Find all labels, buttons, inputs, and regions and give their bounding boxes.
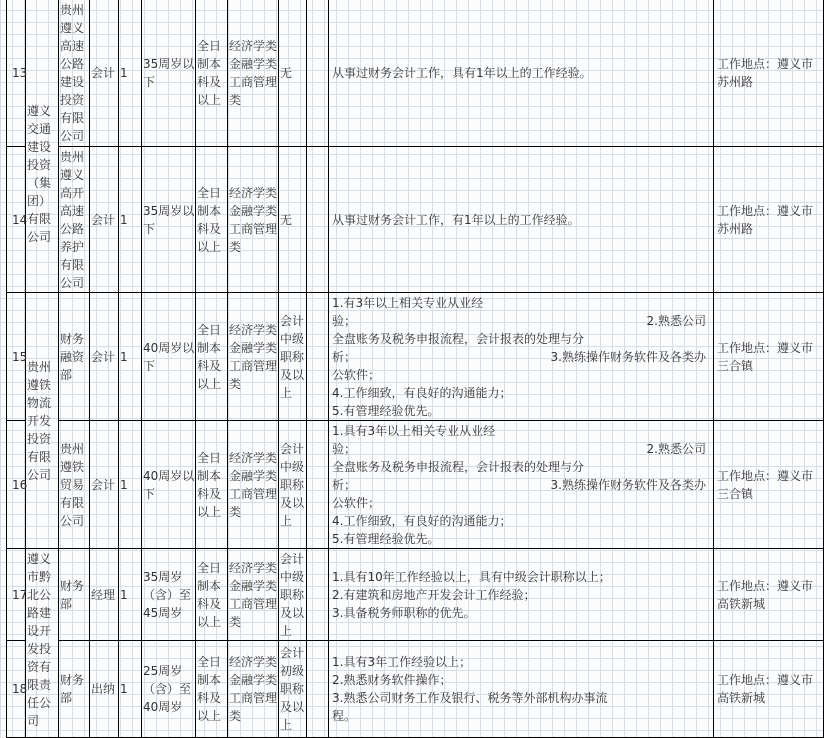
major-cell <box>228 293 279 421</box>
requirement-line <box>332 512 710 530</box>
count-text: 1 <box>120 477 128 492</box>
requirement-line <box>332 422 710 440</box>
position-cell <box>90 641 119 738</box>
edu-text: 全日制本科及以上 <box>197 39 222 107</box>
requirement-text: 公软件； <box>332 495 381 510</box>
title-text: 会计中级职称及以上 <box>280 551 305 638</box>
requirements-cell <box>329 0 714 147</box>
edu-cell <box>196 0 228 147</box>
count-text: 1 <box>120 349 128 364</box>
edu-cell <box>196 147 228 293</box>
age-text: 40周岁以下 <box>143 468 195 501</box>
requirement-text: 1.具有3年以上相关专业从业经 <box>332 423 496 438</box>
edu-cell <box>196 641 228 738</box>
location-cell <box>714 147 824 293</box>
dept-cell <box>59 549 90 641</box>
blank-cell <box>307 421 329 549</box>
location-text: 工作地点：遵义市苏州路 <box>717 203 814 236</box>
dept-text: 贵州遵铁贸易有限公司 <box>60 441 85 528</box>
row-number <box>7 421 26 549</box>
requirement-line <box>332 312 710 330</box>
location-cell <box>714 641 824 738</box>
row-number <box>7 641 26 738</box>
requirement-line <box>332 294 710 312</box>
company-cell <box>26 0 59 293</box>
dept-cell <box>59 641 90 738</box>
requirement-line <box>332 384 710 402</box>
row-number-text: 13 <box>12 66 28 80</box>
edu-text: 全日制本科及以上 <box>197 655 222 723</box>
requirement-text: 验； <box>332 441 357 456</box>
dept-cell <box>59 421 90 549</box>
dept-text: 财务融资部 <box>60 331 85 382</box>
age-text: 40周岁以下 <box>143 340 195 373</box>
age-cell <box>142 293 196 421</box>
major-cell <box>228 549 279 641</box>
location-text: 工作地点：遵义市三合镇 <box>717 468 814 501</box>
location-cell <box>714 293 824 421</box>
requirements-cell <box>329 641 714 738</box>
edu-cell <box>196 421 228 549</box>
age-cell <box>142 147 196 293</box>
location-cell <box>714 421 824 549</box>
row-number <box>7 293 26 421</box>
requirement-text: 验； <box>332 313 357 328</box>
requirement-line: 2.有建筑和房地产开发会计工作经验； <box>332 587 536 602</box>
requirement-line <box>332 458 710 476</box>
major-text: 经济学类金融学类工商管理类 <box>229 185 278 254</box>
requirement-text: 2.熟悉公司 <box>646 441 706 456</box>
age-text: 25周岁（含）至40周岁 <box>143 664 192 714</box>
location-cell <box>714 0 824 147</box>
major-cell <box>228 147 279 293</box>
dept-text: 财务部 <box>60 673 85 705</box>
row-number-text: 18 <box>12 682 28 696</box>
requirement-text: 析； <box>332 349 357 364</box>
requirement-line <box>332 494 710 512</box>
requirements-cell <box>329 421 714 549</box>
dept-cell <box>59 147 90 293</box>
company-name: 遵义交通建设投资（集团）有限公司 <box>27 104 52 244</box>
position-text: 出纳 <box>91 682 116 696</box>
title-text: 会计中级职称及以上 <box>280 313 305 400</box>
count-cell <box>119 549 142 641</box>
requirement-line: 1.具有3年工作经验以上； <box>332 655 472 669</box>
requirements-cell <box>329 147 714 293</box>
position-text: 会计 <box>91 349 116 364</box>
requirement-line: 3.熟悉公司财务工作及银行、税务等外部机构办事流 <box>332 691 608 705</box>
title-cell <box>279 0 307 147</box>
title-cell <box>279 147 307 293</box>
requirement-line: 3.具备税务师职称的优先。 <box>332 605 476 620</box>
count-cell <box>119 293 142 421</box>
requirement-line <box>332 348 710 366</box>
blank-cell <box>307 147 329 293</box>
location-text: 工作地点：遵义市高铁新城 <box>717 673 814 705</box>
requirement-text: 公软件； <box>332 367 381 382</box>
edu-cell <box>196 549 228 641</box>
count-text: 1 <box>120 587 128 602</box>
count-cell <box>119 421 142 549</box>
row-number-text: 17 <box>12 587 28 602</box>
major-text: 经济学类金融学类工商管理类 <box>229 655 278 723</box>
dept-cell <box>59 293 90 421</box>
title-cell <box>279 641 307 738</box>
age-text: 35周岁以下 <box>143 57 195 89</box>
count-text: 1 <box>120 212 128 227</box>
row-number <box>7 147 26 293</box>
edu-text: 全日制本科及以上 <box>197 185 222 254</box>
title-cell <box>279 293 307 421</box>
requirement-line: 程。 <box>332 709 357 723</box>
requirement-line: 2.熟悉财务软件操作； <box>332 673 452 687</box>
requirement-line <box>332 476 710 494</box>
count-text: 1 <box>120 66 128 80</box>
position-cell <box>90 147 119 293</box>
company-cell <box>26 549 59 738</box>
row-number <box>7 0 26 147</box>
requirement-line <box>332 530 710 548</box>
requirement-text: 2.熟悉公司 <box>646 313 706 328</box>
count-cell <box>119 0 142 147</box>
age-cell <box>142 641 196 738</box>
requirement-text: 4.工作细致，有良好的沟通能力； <box>332 513 512 528</box>
count-text: 1 <box>120 682 128 696</box>
position-cell <box>90 421 119 549</box>
position-text: 会计 <box>91 66 116 80</box>
edu-text: 全日制本科及以上 <box>197 322 222 391</box>
blank-cell <box>307 641 329 738</box>
title-cell <box>279 549 307 641</box>
dept-cell <box>59 0 90 147</box>
requirement-line: 从事过财务会计工作，具有1年以上的工作经验。 <box>332 66 592 80</box>
age-cell <box>142 0 196 147</box>
age-text: 35周岁（含）至45周岁 <box>143 569 192 620</box>
location-text: 工作地点：遵义市苏州路 <box>717 57 814 89</box>
requirement-line <box>332 330 710 348</box>
requirement-text: 全盘账务及税务申报流程，会计报表的处理与分 <box>332 459 585 474</box>
major-text: 经济学类金融学类工商管理类 <box>229 39 278 107</box>
position-text: 会计 <box>91 212 116 227</box>
title-text: 无 <box>280 66 293 80</box>
position-cell <box>90 549 119 641</box>
title-cell <box>279 421 307 549</box>
position-cell <box>90 293 119 421</box>
requirement-line <box>332 440 710 458</box>
title-text: 无 <box>280 212 293 227</box>
requirement-text: 5.有管理经验优先。 <box>332 531 440 546</box>
position-text: 经理 <box>91 587 116 602</box>
position-cell <box>90 0 119 147</box>
requirement-line: 从事过财务会计工作，有1年以上的工作经验。 <box>332 212 580 227</box>
blank-cell <box>307 549 329 641</box>
age-cell <box>142 549 196 641</box>
blank-cell <box>307 0 329 147</box>
age-text: 35周岁以下 <box>143 203 195 236</box>
location-text: 工作地点：遵义市高铁新城 <box>717 578 814 611</box>
requirement-line <box>332 402 710 420</box>
row-number-text: 14 <box>12 212 28 227</box>
requirements-cell <box>329 293 714 421</box>
count-cell <box>119 641 142 738</box>
company-name: 贵州遵铁物流开发投资有限公司 <box>27 359 52 482</box>
major-cell <box>228 0 279 147</box>
major-text: 经济学类金融学类工商管理类 <box>229 560 278 629</box>
major-text: 经济学类金融学类工商管理类 <box>229 322 278 391</box>
title-text: 会计中级职称及以上 <box>280 441 305 528</box>
edu-text: 全日制本科及以上 <box>197 450 222 519</box>
location-text: 工作地点：遵义市三合镇 <box>717 340 814 373</box>
dept-text: 财务部 <box>60 578 85 611</box>
requirement-text: 1.有3年以上相关专业从业经 <box>332 295 484 310</box>
company-name: 遵义市黔北公路建设开发投资有限责任公司 <box>27 552 52 728</box>
requirement-text: 全盘账务及税务申报流程，会计报表的处理与分 <box>332 331 585 346</box>
edu-cell <box>196 293 228 421</box>
age-cell <box>142 421 196 549</box>
requirement-text: 5.有管理经验优先。 <box>332 403 440 418</box>
requirements-cell <box>329 549 714 641</box>
count-cell <box>119 147 142 293</box>
position-text: 会计 <box>91 477 116 492</box>
edu-text: 全日制本科及以上 <box>197 560 222 629</box>
requirement-text: 析； <box>332 477 357 492</box>
table-left-edge <box>0 0 7 738</box>
requirement-text: 3.熟练操作财务软件及各类办 <box>550 477 706 492</box>
location-cell <box>714 549 824 641</box>
row-number-text: 15 <box>12 349 28 364</box>
major-cell <box>228 421 279 549</box>
major-text: 经济学类金融学类工商管理类 <box>229 450 278 519</box>
requirement-line: 1.具有10年工作经验以上，具有中级会计职称以上； <box>332 569 611 584</box>
requirement-text: 3.熟练操作财务软件及各类办 <box>550 349 706 364</box>
title-text: 会计初级职称及以上 <box>280 646 305 732</box>
company-cell <box>26 293 59 549</box>
row-number <box>7 549 26 641</box>
requirement-line <box>332 366 710 384</box>
dept-text: 贵州遵义高开高速公路养护有限公司 <box>60 149 85 290</box>
row-number-text: 16 <box>12 477 28 492</box>
major-cell <box>228 641 279 738</box>
requirement-text: 4.工作细致，有良好的沟通能力； <box>332 385 512 400</box>
blank-cell <box>307 293 329 421</box>
dept-text: 贵州遵义高速公路建设投资有限公司 <box>60 3 85 143</box>
